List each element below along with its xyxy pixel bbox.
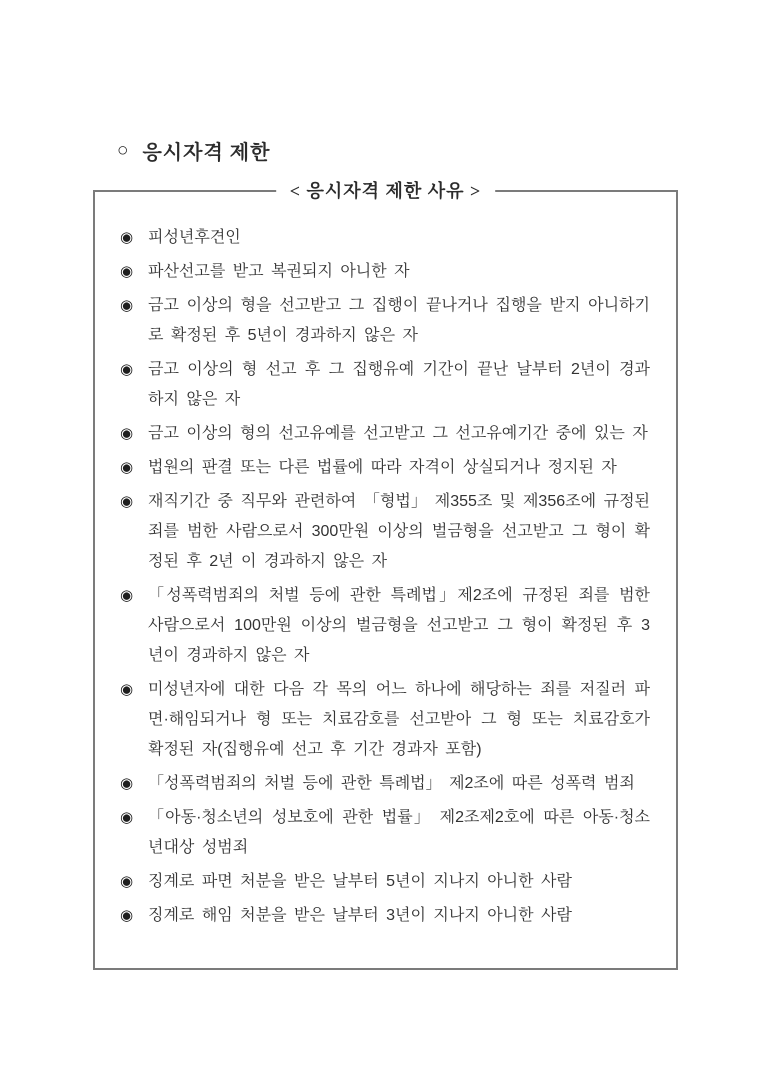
restriction-item (120, 257, 650, 287)
restriction-item-text: 파산선고를 받고 복권되지 아니한 자 (148, 263, 410, 280)
fisheye-bullet-icon: ◉ (120, 775, 134, 792)
restriction-item (120, 803, 650, 863)
restriction-item (120, 675, 650, 765)
fisheye-bullet-icon: ◉ (120, 809, 134, 826)
section-title (117, 136, 270, 165)
restriction-item-text: 법원의 판결 또는 다른 법률에 따라 자격이 상실되거나 정지된 자 (148, 459, 617, 476)
restriction-item (120, 901, 650, 931)
restriction-item (120, 355, 650, 415)
restriction-reason-list (95, 192, 676, 931)
restriction-item (120, 867, 650, 897)
fisheye-bullet-icon: ◉ (120, 425, 134, 442)
restriction-item (120, 419, 650, 449)
restriction-item-text: 징계로 해임 처분을 받은 날부터 3년이 지나지 아니한 사람 (148, 907, 572, 924)
restriction-item-text: 금고 이상의 형을 선고받고 그 집행이 끝나거나 집행을 받지 아니하기로 확정된 후 5년이 경과하지 않은 자 (148, 297, 650, 344)
fisheye-bullet-icon: ◉ (120, 587, 134, 604)
restriction-item-text: 금고 이상의 형의 선고유예를 선고받고 그 선고유예기간 중에 있는 자 (148, 425, 648, 442)
section-title-text: 응시자격 제한 (142, 142, 271, 164)
restriction-item-text: 「성폭력범죄의 처벌 등에 관한 특례법」제2조에 규정된 죄를 범한 사람으로서 100만원 이상의 벌금형을 선고받고 그 형이 확정된 후 3년이 경과하지 않은 자 (148, 587, 650, 664)
fisheye-bullet-icon: ◉ (120, 297, 134, 314)
restriction-item-text: 「아동·청소년의 성보호에 관한 법률」 제2조제2호에 따른 아동·청소년대상 성범죄 (148, 809, 650, 856)
fisheye-bullet-icon: ◉ (120, 229, 134, 246)
fisheye-bullet-icon: ◉ (120, 681, 134, 698)
restriction-item-text: 미성년자에 대한 다음 각 목의 어느 하나에 해당하는 죄를 저질러 파면·해임되거나 형 또는 치료감호를 선고받아 그 형 또는 치료감호가 확정된 자(집행유예 선고 후 기간 경과자 포함) (148, 681, 650, 758)
restriction-item (120, 769, 650, 799)
fisheye-bullet-icon: ◉ (120, 493, 134, 510)
restriction-item-text: 징계로 파면 처분을 받은 날부터 5년이 지나지 아니한 사람 (148, 873, 572, 890)
fisheye-bullet-icon: ◉ (120, 459, 134, 476)
restriction-item (120, 291, 650, 351)
restriction-item (120, 223, 650, 253)
restriction-item-text: 피성년후견인 (148, 229, 241, 246)
fisheye-bullet-icon: ◉ (120, 873, 134, 890)
fisheye-bullet-icon: ◉ (120, 907, 134, 924)
box-legend: < 응시자격 제한 사유 > (276, 177, 496, 203)
restriction-item-text: 「성폭력범죄의 처벌 등에 관한 특례법」 제2조에 따른 성폭력 범죄 (148, 775, 635, 792)
restriction-item-text: 재직기간 중 직무와 관련하여 「형법」 제355조 및 제356조에 규정된 죄를 범한 사람으로서 300만원 이상의 벌금형을 선고받고 그 형이 확정된 후 2년 이 경과하지 않은 자 (148, 493, 650, 570)
restriction-item-text: 금고 이상의 형 선고 후 그 집행유예 기간이 끝난 날부터 2년이 경과하지 않은 자 (148, 361, 650, 408)
restriction-item (120, 453, 650, 483)
fisheye-bullet-icon: ◉ (120, 263, 134, 280)
restriction-item (120, 487, 650, 577)
fisheye-bullet-icon: ◉ (120, 361, 134, 378)
restriction-item (120, 581, 650, 671)
restriction-reasons-box (93, 180, 678, 970)
circle-bullet-icon: ○ (117, 140, 130, 161)
